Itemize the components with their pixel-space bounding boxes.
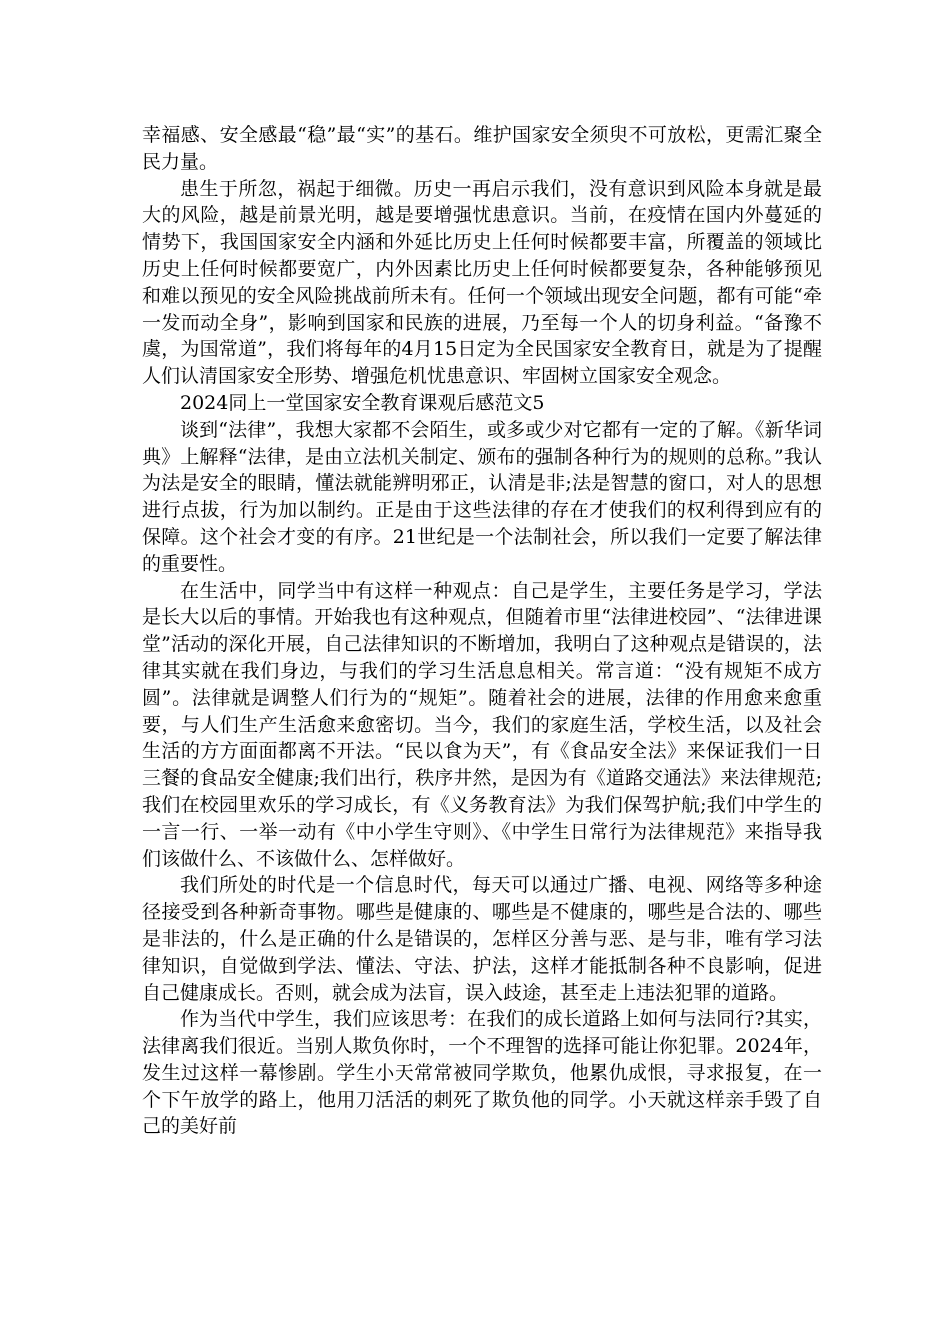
paragraph-risk-awareness: 患生于所忽，祸起于细微。历史一再启示我们，没有意识到风险本身就是最大的风险，越是前景光明，越是要增强忧患意识。当前，在疫情在国内外蔓延的情势下，我国国家安全内涵和外延比历史上任何时候都要丰富，所覆盖的领域比历史上任何时候都要宽广，内外因素比历史上任何时候都要复杂，各种能够预见和难以预见的安全风险挑战前所未有。任何一个领域出现安全问题，都有可能“牵一发而动全身”，影响到国家和民族的进展，乃至每一个人的切身利益。“备豫不虞，为国常道”，我们将每年的4月15日定为全民国家安全教育日，就是为了提醒人们认清国家安全形势、增强危机忧患意识、牢固树立国家安全观念。 [142, 177, 822, 388]
paragraph-continuation: 幸福感、安全感最“稳”最“实”的基石。维护国家安全须臾不可放松，更需汇聚全民力量。 [142, 124, 822, 173]
section-heading: 2024同上一堂国家安全教育课观后感范文5 [180, 391, 545, 414]
paragraph-information-age: 我们所处的时代是一个信息时代，每天可以通过广播、电视、网络等多种途径接受到各种新奇事物。哪些是健康的、哪些是不健康的，哪些是合法的、哪些是非法的，什么是正确的什么是错误的，怎样区分善与恶、是与非，唯有学习法律知识，自觉做到学法、懂法、守法、护法，这样才能抵制各种不良影响，促进自己健康成长。否则，就会成为法盲，误入歧途，甚至走上违法犯罪的道路。 [142, 874, 822, 1004]
paragraph-student-reflection: 作为当代中学生，我们应该思考：在我们的成长道路上如何与法同行?其实，法律离我们很近。当别人欺负你时，一个不理智的选择可能让你犯罪。2024年，发生过这样一幕惨剧。学生小天常常被同学欺负，他累仇成恨，寻求报复，在一个下午放学的路上，他用刀活活的刺死了欺负他的同学。小天就这样亲手毁了自己的美好前 [142, 1008, 822, 1138]
document-body [142, 122, 822, 1140]
paragraph-law-in-life: 在生活中，同学当中有这样一种观点：自己是学生，主要任务是学习，学法是长大以后的事情。开始我也有这种观点，但随着市里“法律进校园”、“法律进课堂”活动的深化开展，自己法律知识的不断增加，我明白了这种观点是错误的，法律其实就在我们身边，与我们的学习生活息息相关。常言道：“没有规矩不成方圆”。法律就是调整人们行为的“规矩”。随着社会的进展，法律的作用愈来愈重要，与人们生产生活愈来愈密切。当今，我们的家庭生活，学校生活，以及社会生活的方方面面都离不开法。“民以食为天”，有《食品安全法》来保证我们一日三餐的食品安全健康;我们出行，秩序井然，是因为有《道路交通法》来法律规范;我们在校园里欢乐的学习成长，有《义务教育法》为我们保驾护航;我们中学生的一言一行、一举一动有《中小学生守则》、《中学生日常行为法律规范》来指导我们该做什么、不该做什么、怎样做好。 [142, 579, 822, 870]
paragraph-law-definition: 谈到“法律”，我想大家都不会陌生，或多或少对它都有一定的了解。《新华词典》上解释“法律，是由立法机关制定、颁布的强制各种行为的规则的总称。”我认为法是安全的眼睛，懂法就能辨明邪正，认清是非;法是智慧的窗口，对人的思想进行点拔，行为加以制约。正是由于这些法律的存在才使我们的权利得到应有的保障。这个社会才变的有序。21世纪是一个法制社会，所以我们一定要了解法律的重要性。 [142, 418, 822, 575]
